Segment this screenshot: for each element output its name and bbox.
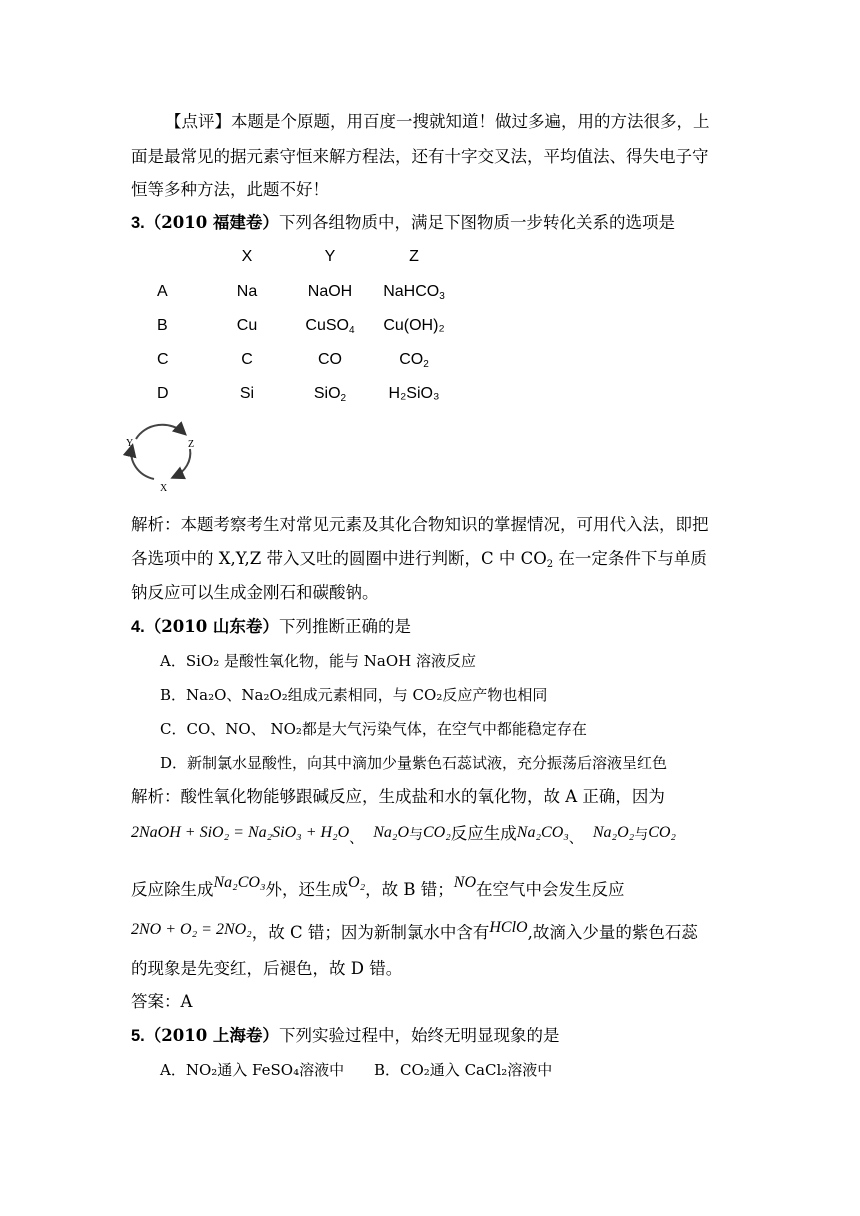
arrow-y-to-z <box>136 425 184 439</box>
q3-heading <box>131 213 675 233</box>
q3-option-c: C <box>157 351 169 368</box>
q4-source: （2010 山东卷） <box>144 617 279 636</box>
arrow-x-to-y <box>131 447 154 479</box>
equation-naoh-sio2: 2NaOH + SiO₂ = Na₂SiO₃ + H₂O <box>131 824 350 841</box>
q3-a-x: Na <box>236 283 258 300</box>
q3-header-x: X <box>241 248 253 265</box>
q4-analysis-1: 解析：酸性氧化物能够跟碱反应，生成盐和水的氧化物，故 A 正确，因为 <box>131 787 665 806</box>
review-line-1: 【点评】本题是个原题，用百度一搜就知道！做过多遍，用的方法很多，上 <box>165 112 710 131</box>
q3-d-x: Si <box>239 385 255 402</box>
q3-a-y: NaOH <box>307 283 353 300</box>
q5-option-b: B．CO₂通入 CaCl₂溶液中 <box>374 1061 553 1079</box>
q3-number: 3. <box>131 214 145 232</box>
q3-c-y: CO <box>318 351 342 368</box>
review-line-3: 恒等多种方法，此题不好！ <box>131 180 329 199</box>
q3-source: （2010 福建卷） <box>144 213 279 232</box>
q3-header-z: Z <box>409 248 419 265</box>
q3-analysis-2: 各选项中的 X,Y,Z 带入又吐的圆圈中进行判断，C 中 $CO_2$ 在一定条件下与单质 <box>131 549 707 570</box>
q4-option-a: A．SiO₂ 是酸性氧化物，能与 NaOH 溶液反应 <box>160 652 476 670</box>
equation-no-o2: 2NO + O₂ = 2NO₂ <box>131 921 252 938</box>
q3-b-z: Cu(OH)₂ <box>383 317 445 334</box>
q3-option-a: A <box>157 283 168 300</box>
conversion-cycle-diagram <box>118 415 208 495</box>
diagram-label-y: Y <box>126 438 134 449</box>
q4-answer: 答案：A <box>131 992 193 1011</box>
q3-analysis-1: 解析：本题考察考生对常见元素及其化合物知识的掌握情况，可用代入法，即把 <box>131 515 709 534</box>
review-line-2: 面是最常见的据元素守恒来解方程法，还有十字交叉法，平均值法、得失电子守 <box>131 147 709 166</box>
q3-d-y: SiO$_2$ <box>313 385 347 404</box>
q3-option-d: D <box>157 385 169 402</box>
q4-heading <box>131 617 411 637</box>
arrow-z-to-x <box>174 449 190 477</box>
q3-b-y: CuSO$_4$ <box>305 317 355 336</box>
q4-number: 4. <box>131 618 145 636</box>
q4-stem: 下列推断正确的是 <box>278 617 411 636</box>
q4-option-c: C．CO、NO、 NO₂都是大气污染气体，在空气中都能稳定存在 <box>160 720 587 738</box>
q5-source: （2010 上海卷） <box>144 1026 279 1045</box>
q3-option-b: B <box>157 317 168 334</box>
q5-option-a: A．NO₂通入 FeSO₄溶液中 <box>160 1061 345 1079</box>
q3-stem: 下列各组物质中，满足下图物质一步转化关系的选项是 <box>278 213 675 232</box>
diagram-label-z: Z <box>188 439 195 450</box>
q5-number: 5. <box>131 1027 145 1045</box>
q3-d-z: H₂SiO₃ <box>388 385 440 402</box>
q4-option-d: D．新制氯水显酸性，向其中滴加少量紫色石蕊试液，充分振荡后溶液呈红色 <box>160 754 668 772</box>
q4-analysis-3: 反应除生成Na₂CO₃外，还生成O₂，故 B 错；NO在空气中会发生反应 <box>131 874 625 899</box>
q3-analysis-3: 钠反应可以生成金刚石和碳酸钠。 <box>131 583 379 602</box>
q4-analysis-5: 的现象是先变红，后褪色，故 D 错。 <box>131 959 403 978</box>
q3-b-x: Cu <box>236 317 258 334</box>
q4-analysis-2: 2NaOH + $SiO_2 = Na_2SiO_3 + H_2O_、$ Na₂O与CO₂反应生成$Na_2CO_3_、$ Na₂O₂与CO₂ <box>131 824 676 847</box>
diagram-label-x: X <box>160 483 168 494</box>
q3-header-y: Y <box>324 248 336 265</box>
q3-a-z: NaHCO$_3$ <box>383 283 445 302</box>
q5-heading <box>131 1026 559 1046</box>
q4-option-b: B．Na₂O、Na₂O₂组成元素相同，与 CO₂反应产物也相同 <box>160 686 548 704</box>
q4-analysis-4: 2NO + O₂ = 2NO₂，故 C 错；因为新制氯水中含有HClO,故滴入少量的紫色石蕊 <box>131 919 698 942</box>
q3-c-z: $CO_2$ <box>399 351 429 370</box>
q5-stem: 下列实验过程中，始终无明显现象的是 <box>278 1026 560 1045</box>
q3-c-x: C <box>241 351 253 368</box>
